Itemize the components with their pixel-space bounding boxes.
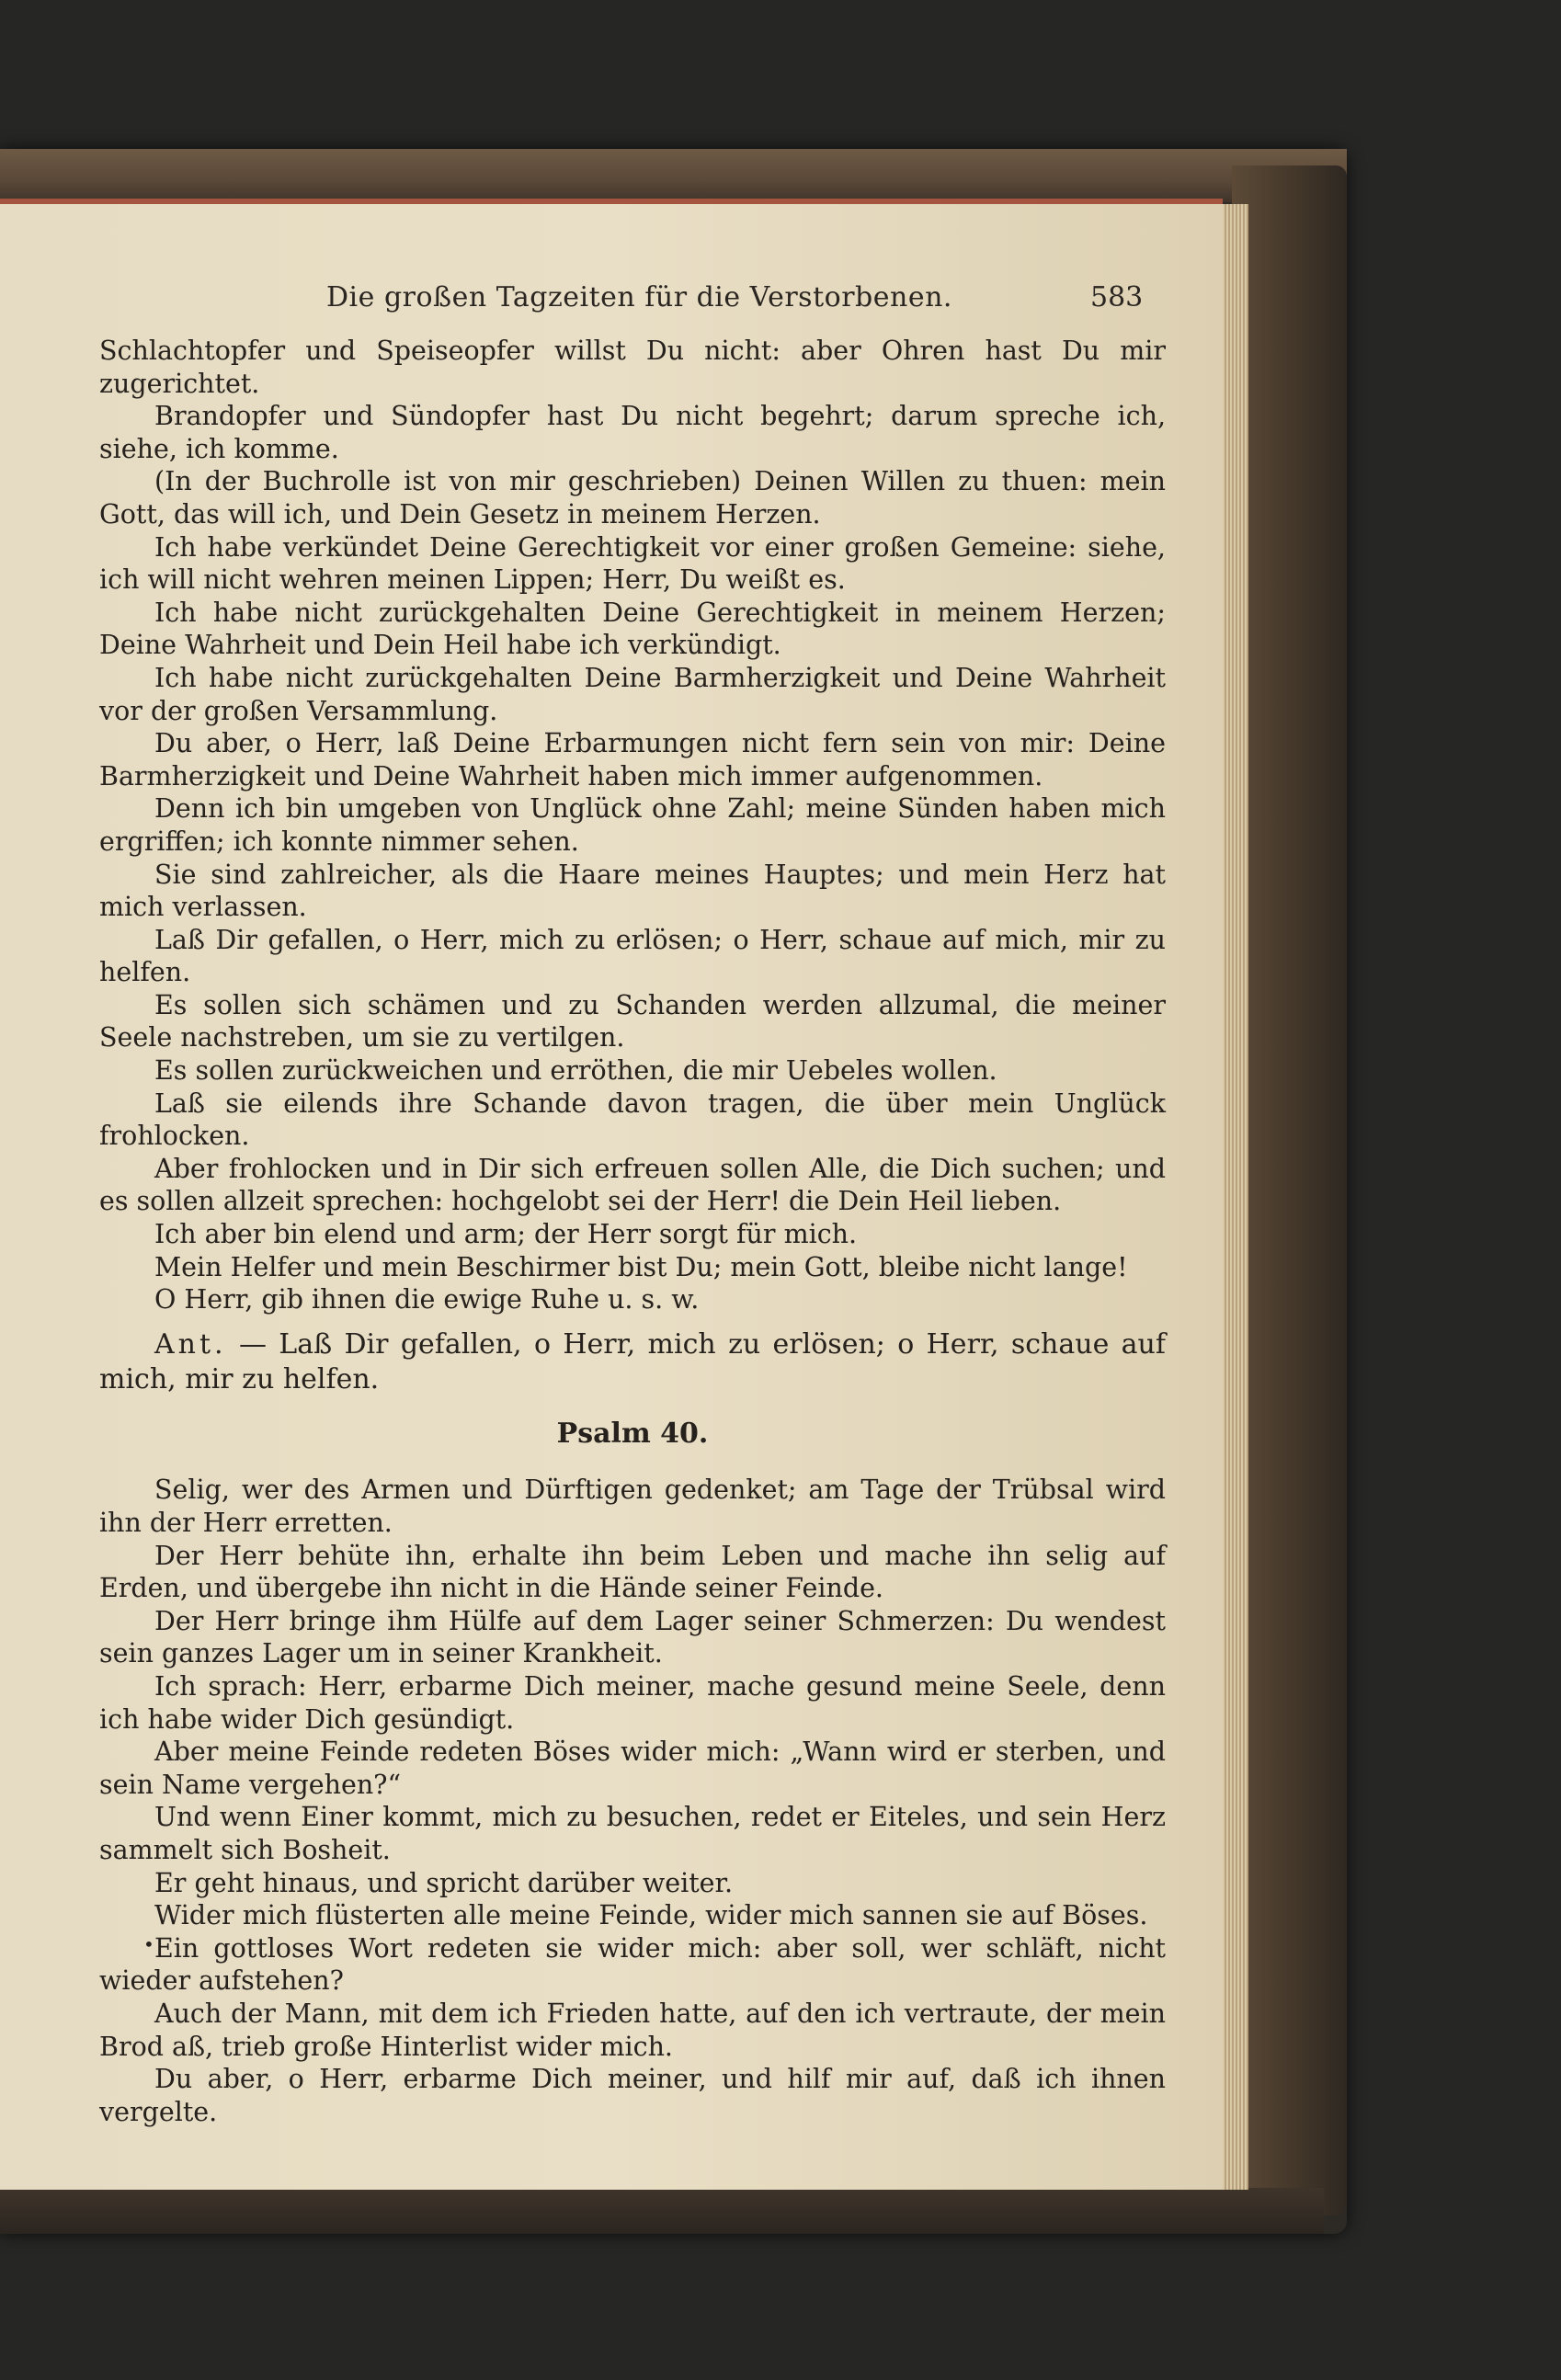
page-number: 583 <box>1090 281 1144 313</box>
running-title: Die großen Tagzeiten für die Verstorbenen. <box>326 281 952 313</box>
verse: Es sollen zurückweichen und erröthen, die mir Uebeles wollen. <box>154 1055 997 1087</box>
verse: Denn ich bin umgeben von Unglück ohne Zahl; meine Sünden haben mich ergriffen; ich konnte nimmer sehen. <box>99 793 1166 857</box>
text-block <box>99 335 1166 2128</box>
psalm-heading: Psalm 40. <box>556 1417 709 1450</box>
verse: Sie sind zahlreicher, als die Haare meines Hauptes; und mein Herz hat mich verlassen. <box>99 859 1166 923</box>
psalm-verse: Ich sprach: Herr, erbarme Dich meiner, mache gesund meine Seele, denn ich habe wider Dich gesündigt. <box>99 1670 1166 1735</box>
cover-edge-bottom <box>0 2188 1324 2234</box>
verse: Laß sie eilends ihre Schande davon tragen, die über mein Unglück frohlocken. <box>99 1088 1166 1152</box>
psalm-verse <box>99 1932 1166 1998</box>
verse: Ich habe verkündet Deine Gerechtigkeit vor einer großen Gemeine: siehe, ich will nicht wehren meinen Lippen; Herr, Du weißt es. <box>99 531 1166 596</box>
cover-edge-right <box>1232 165 1347 2215</box>
verse: Es sollen sich schämen und zu Schanden werden allzumal, die meiner Seele nachstreben, um sie zu vertilgen. <box>99 989 1166 1053</box>
psalm-verse: Selig, wer des Armen und Dürftigen gedenket; am Tage der Trübsal wird ihn der Herr erretten. <box>99 1475 1166 1538</box>
verse: Aber frohlocken und in Dir sich erfreuen sollen Alle, die Dich suchen; und es sollen allzeit sprechen: hochgelobt sei der Herr! die Dein Heil lieben. <box>99 1153 1166 1217</box>
running-head <box>0 281 1223 322</box>
cover-edge-top <box>0 149 1347 202</box>
verse: Mein Helfer und mein Beschirmer bist Du; mein Gott, bleibe nicht lange! <box>154 1251 1128 1282</box>
psalm-verse: Wider mich flüsterten alle meine Feinde, wider mich sannen sie auf Böses. <box>154 1900 1148 1931</box>
verse: Laß Dir gefallen, o Herr, mich zu erlösen; o Herr, schaue auf mich, mir zu helfen. <box>99 924 1166 988</box>
psalm-verse: Du aber, o Herr, erbarme Dich meiner, und hilf mir auf, daß ich ihnen vergelte. <box>99 2064 1166 2127</box>
verse: Brandopfer und Sündopfer hast Du nicht begehrt; darum spreche ich, siehe, ich komme. <box>99 401 1166 464</box>
verse: O Herr, gib ihnen die ewige Ruhe u. s. w. <box>154 1284 700 1315</box>
psalm-verse: Der Herr behüte ihn, erhalte ihn beim Leben und mache ihn selig auf Erden, und übergebe ihn nicht in die Hände seiner Feinde. <box>99 1540 1166 1604</box>
verse: Schlachtopfer und Speiseopfer willst Du nicht: aber Ohren hast Du mir zugerichtet. <box>99 336 1166 399</box>
antiphon <box>99 1327 1166 1397</box>
bullet-mark: • <box>143 1932 154 1955</box>
psalm-verse: Auch der Mann, mit dem ich Frieden hatte, auf den ich vertraute, der mein Brod aß, trieb große Hinterlist wider mich. <box>99 1998 1166 2062</box>
psalm-verse: Aber meine Feinde redeten Böses wider mich: „Wann wird er sterben, und sein Name vergehen?“ <box>99 1737 1166 1800</box>
verse: Ich habe nicht zurückgehalten Deine Barmherzigkeit und Deine Wahrheit vor der großen Versammlung. <box>99 662 1166 726</box>
verse: Ich aber bin elend und arm; der Herr sorgt für mich. <box>154 1219 858 1250</box>
verse: Du aber, o Herr, laß Deine Erbarmungen nicht fern sein von mir: Deine Barmherzigkeit und Deine Wahrheit haben mich immer aufgenommen. <box>99 728 1166 791</box>
verse: Ich habe nicht zurückgehalten Deine Gerechtigkeit in meinem Herzen; Deine Wahrheit und Dein Heil habe ich verkündigt. <box>99 597 1166 661</box>
psalm-verse: Und wenn Einer kommt, mich zu besuchen, redet er Eiteles, und sein Herz sammelt sich Bosheit. <box>99 1802 1166 1865</box>
psalm-verse: Er geht hinaus, und spricht darüber weiter. <box>154 1867 734 1898</box>
psalm-verse-text: Ein gottloses Wort redeten sie wider mich: aber soll, wer schläft, nicht wieder aufstehen? <box>99 1932 1166 1997</box>
antiphon-label: Ant. <box>154 1327 227 1361</box>
verse: (In der Buchrolle ist von mir geschrieben) Deinen Willen zu thuen: mein Gott, das will ich, und Dein Gesetz in meinem Herzen. <box>99 466 1166 530</box>
psalm-verse: Der Herr bringe ihm Hülfe auf dem Lager seiner Schmerzen: Du wendest sein ganzes Lager um in seiner Krankheit. <box>99 1605 1166 1669</box>
antiphon-text: — Laß Dir gefallen, o Herr, mich zu erlösen; o Herr, schaue auf mich, mir zu helfen. <box>99 1327 1166 1395</box>
